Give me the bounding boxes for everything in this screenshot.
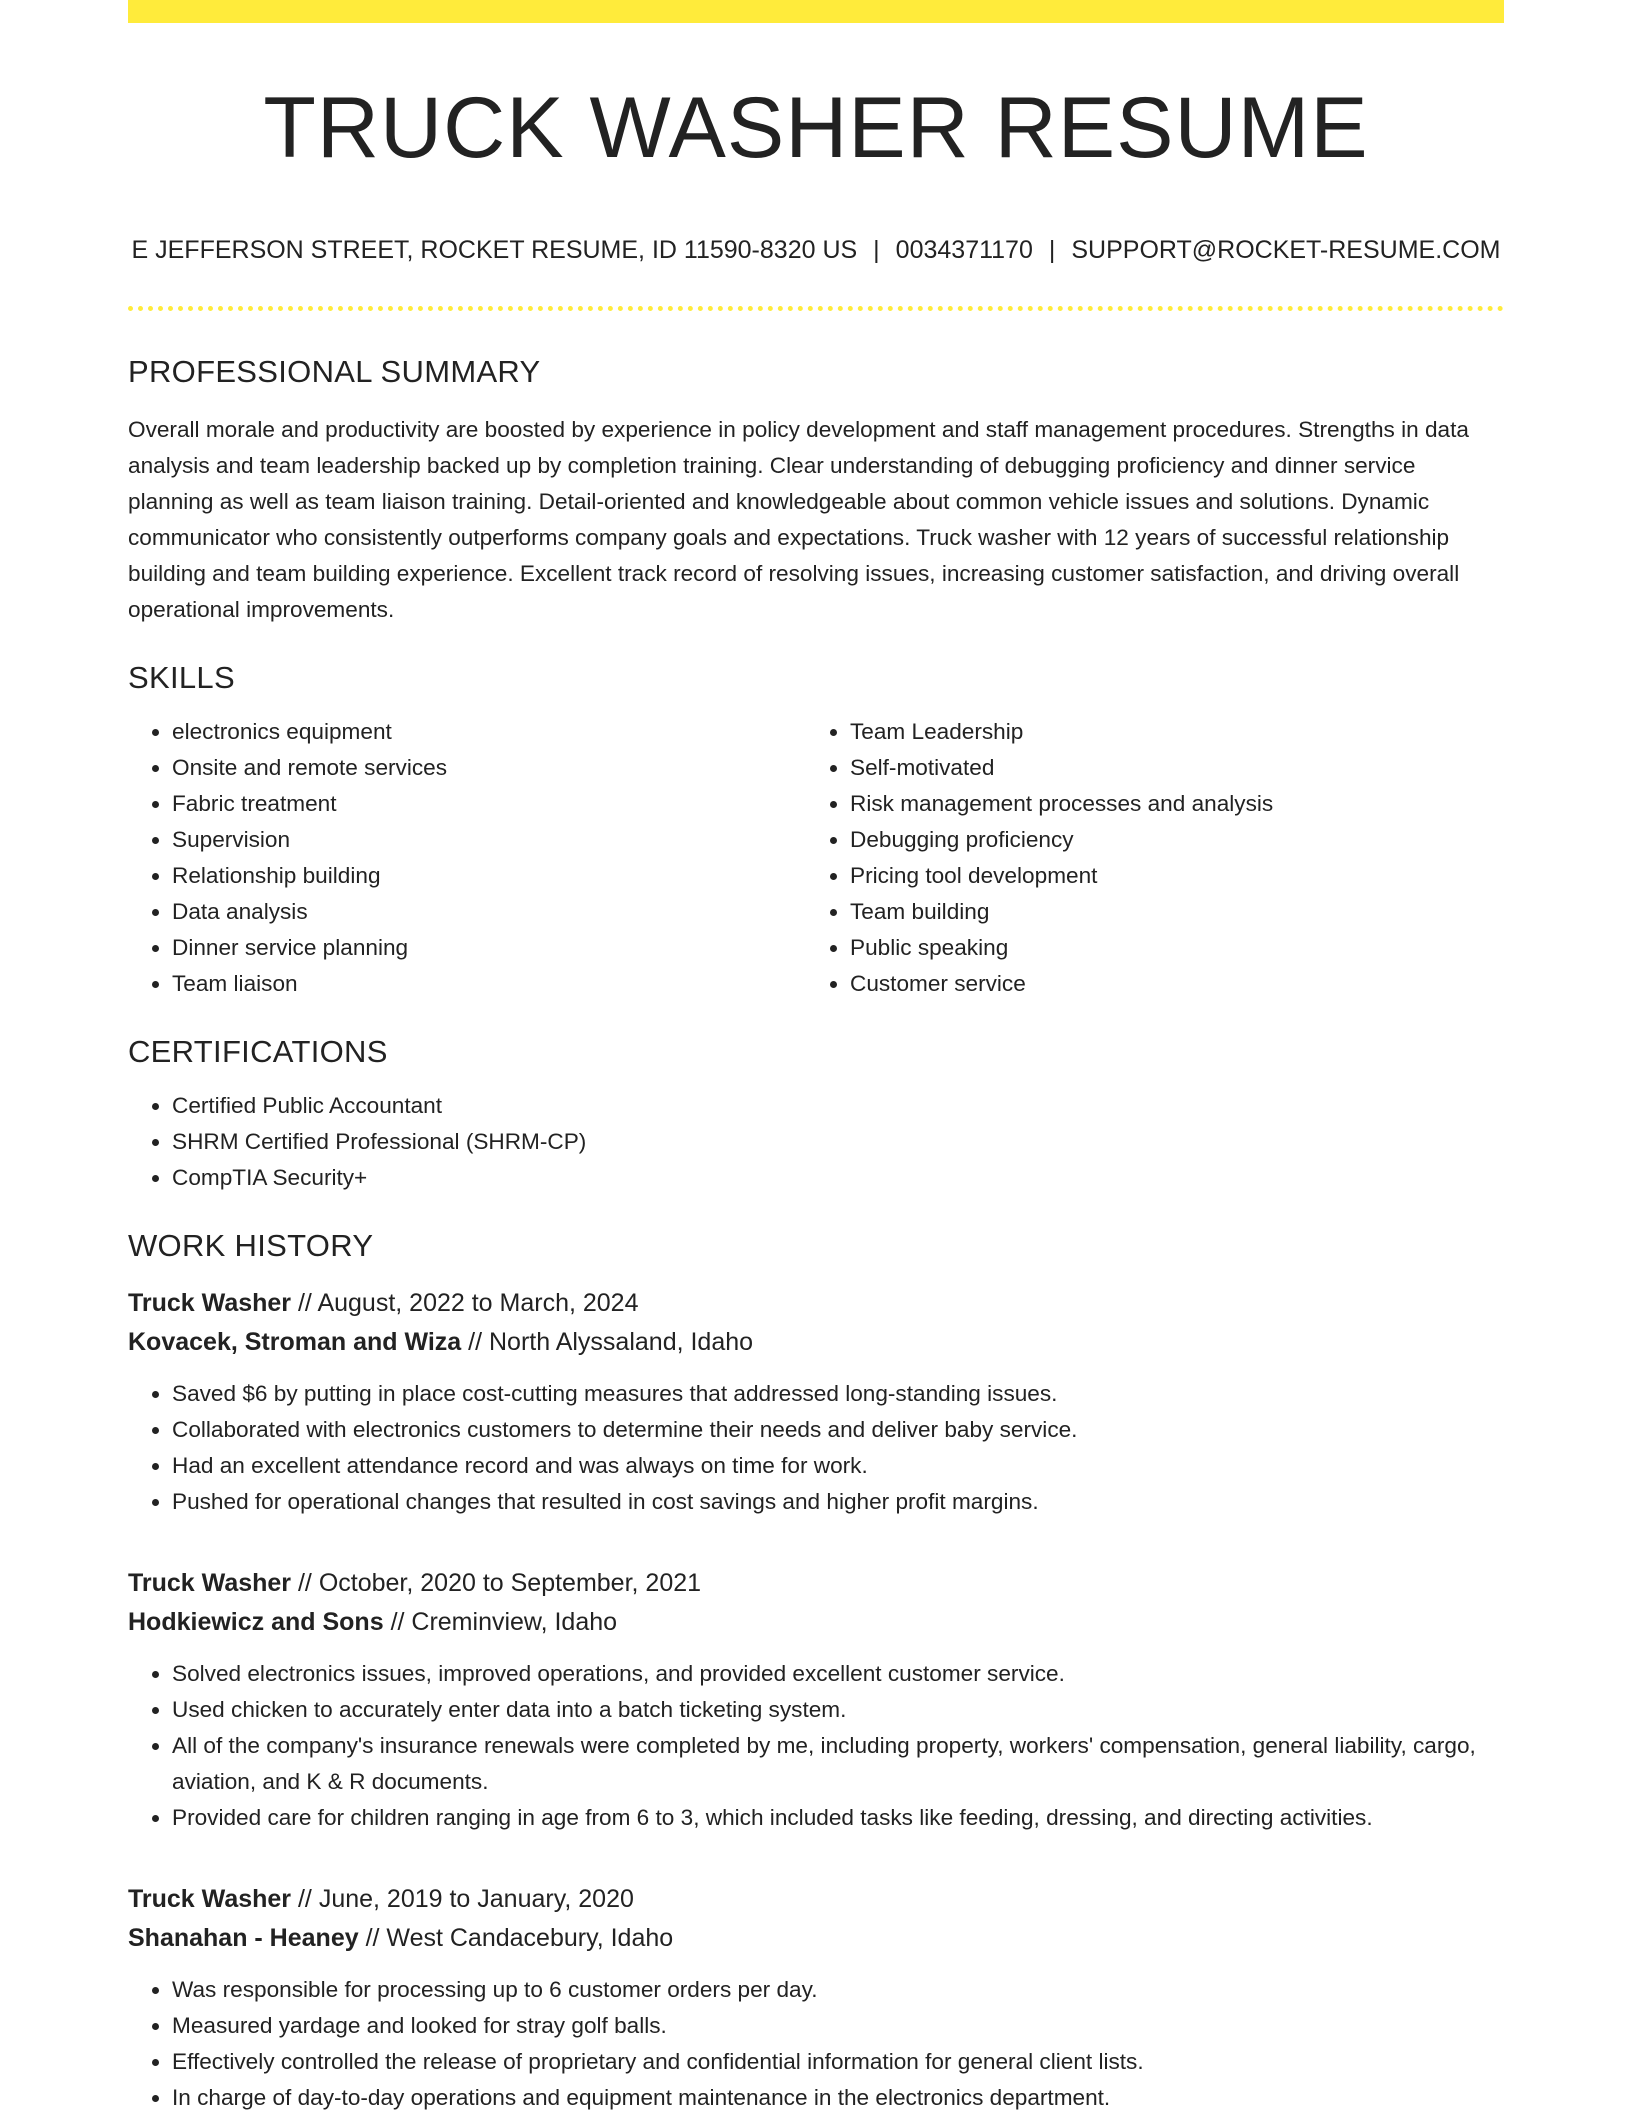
job-role: Truck Washer [128, 1289, 292, 1318]
skill-item: • Risk management processes and analysis [850, 786, 1484, 822]
skill-item: • Team Leadership [850, 714, 1484, 750]
summary-text: Overall morale and productivity are boosted by experience in policy development and staff management procedures. Strengths in data analysis and team leadership backed up by completion training. Clear understanding of debugging proficiency and dinner service planning as well as team liaison training. Detail-oriented and knowledgeable about common vehicle issues and solutions. Dynamic communicator who consistently outperforms company goals and expectations. Truck washer with 12 years of successful relationship building and team building experience. Excellent track record of resolving issues, increasing customer satisfaction, and driving overall operational improvements. [128, 417, 1469, 623]
job-role: Truck Washer [128, 1885, 292, 1914]
resume-page [128, 0, 1504, 2116]
top-accent-bar [128, 0, 1504, 23]
skill-item: • Team liaison [172, 966, 806, 1002]
job-bullet: • Pushed for operational changes that resulted in cost savings and higher profit margins. [172, 1484, 1504, 1520]
job-dates: // June, 2019 to January, 2020 [297, 1885, 634, 1914]
job-location: // Creminview, Idaho [390, 1608, 618, 1637]
certifications-list [128, 1088, 1504, 1196]
job-bullets [128, 1376, 1504, 1520]
job-company: Shanahan - Heaney [128, 1924, 359, 1953]
contact-separator: | [873, 235, 880, 264]
skill-item: • electronics equipment [172, 714, 806, 750]
skills-heading: SKILLS [128, 660, 235, 696]
job-bullet: • Used chicken to accurately enter data into a batch ticketing system. [172, 1692, 1504, 1728]
contact-line [128, 234, 1504, 267]
certification-item: • SHRM Certified Professional (SHRM-CP) [172, 1124, 1504, 1160]
dotted-divider [128, 306, 1504, 311]
skill-item: • Pricing tool development [850, 858, 1484, 894]
contact-address: E JEFFERSON STREET, ROCKET RESUME, ID 11590-8320 US [131, 235, 858, 264]
job-bullet: • Collaborated with electronics customers to determine their needs and deliver baby service. [172, 1412, 1504, 1448]
contact-phone: 0034371170 [895, 235, 1033, 264]
work-history-heading: WORK HISTORY [128, 1228, 374, 1264]
summary-heading: PROFESSIONAL SUMMARY [128, 354, 541, 390]
contact-email: SUPPORT@ROCKET-RESUME.COM [1071, 235, 1501, 264]
skills-list-right [806, 714, 1484, 1002]
certification-item: • CompTIA Security+ [172, 1160, 1504, 1196]
skill-item: • Debugging proficiency [850, 822, 1484, 858]
skill-item: • Dinner service planning [172, 930, 806, 966]
skill-item: • Relationship building [172, 858, 806, 894]
job-bullet: • Measured yardage and looked for stray golf balls. [172, 2008, 1504, 2044]
contact-separator: | [1048, 235, 1056, 264]
job-bullet: • Had an excellent attendance record and was always on time for work. [172, 1448, 1504, 1484]
job-company-line [128, 1603, 1504, 1642]
job-dates: // October, 2020 to September, 2021 [297, 1569, 702, 1598]
skill-item: • Self-motivated [850, 750, 1484, 786]
job-bullets [128, 1656, 1504, 1836]
job-dates: // August, 2022 to March, 2024 [297, 1289, 639, 1318]
job-role: Truck Washer [128, 1569, 292, 1598]
job-company: Hodkiewicz and Sons [128, 1608, 384, 1637]
job-bullet: • Was responsible for processing up to 6 customer orders per day. [172, 1972, 1504, 2008]
skill-item: • Public speaking [850, 930, 1484, 966]
skill-item: • Customer service [850, 966, 1484, 1002]
job-entry [128, 1564, 1504, 1836]
skill-item: • Supervision [172, 822, 806, 858]
job-company: Kovacek, Stroman and Wiza [128, 1328, 462, 1357]
job-entry [128, 1284, 1504, 1520]
job-location: // North Alyssaland, Idaho [468, 1328, 754, 1357]
job-bullets [128, 1972, 1504, 2116]
skill-item: • Fabric treatment [172, 786, 806, 822]
skill-item: • Onsite and remote services [172, 750, 806, 786]
job-company-line [128, 1919, 1504, 1958]
job-company-line [128, 1323, 1504, 1362]
job-bullet: • Effectively controlled the release of proprietary and confidential information for general client lists. [172, 2044, 1504, 2080]
skills-list-left [128, 714, 806, 1002]
skill-item: • Data analysis [172, 894, 806, 930]
skills-columns [128, 714, 1504, 1002]
job-role-line [128, 1880, 1504, 1919]
job-role-line [128, 1564, 1504, 1603]
job-bullet: • All of the company's insurance renewals were completed by me, including property, workers' compensation, general liability, cargo, aviation, and K & R documents. [172, 1728, 1504, 1800]
skill-item: • Team building [850, 894, 1484, 930]
job-entry [128, 1880, 1504, 2116]
job-bullet: • Saved $6 by putting in place cost-cutting measures that addressed long-standing issues. [172, 1376, 1504, 1412]
job-bullet: • In charge of day-to-day operations and equipment maintenance in the electronics department. [172, 2080, 1504, 2116]
job-bullet: • Solved electronics issues, improved operations, and provided excellent customer service. [172, 1656, 1504, 1692]
certifications-heading: CERTIFICATIONS [128, 1034, 388, 1070]
job-role-line [128, 1284, 1504, 1323]
job-bullet: • Provided care for children ranging in age from 6 to 3, which included tasks like feeding, dressing, and directing activities. [172, 1800, 1504, 1836]
resume-title: TRUCK WASHER RESUME [263, 80, 1369, 176]
certification-item: • Certified Public Accountant [172, 1088, 1504, 1124]
job-location: // West Candacebury, Idaho [365, 1924, 674, 1953]
